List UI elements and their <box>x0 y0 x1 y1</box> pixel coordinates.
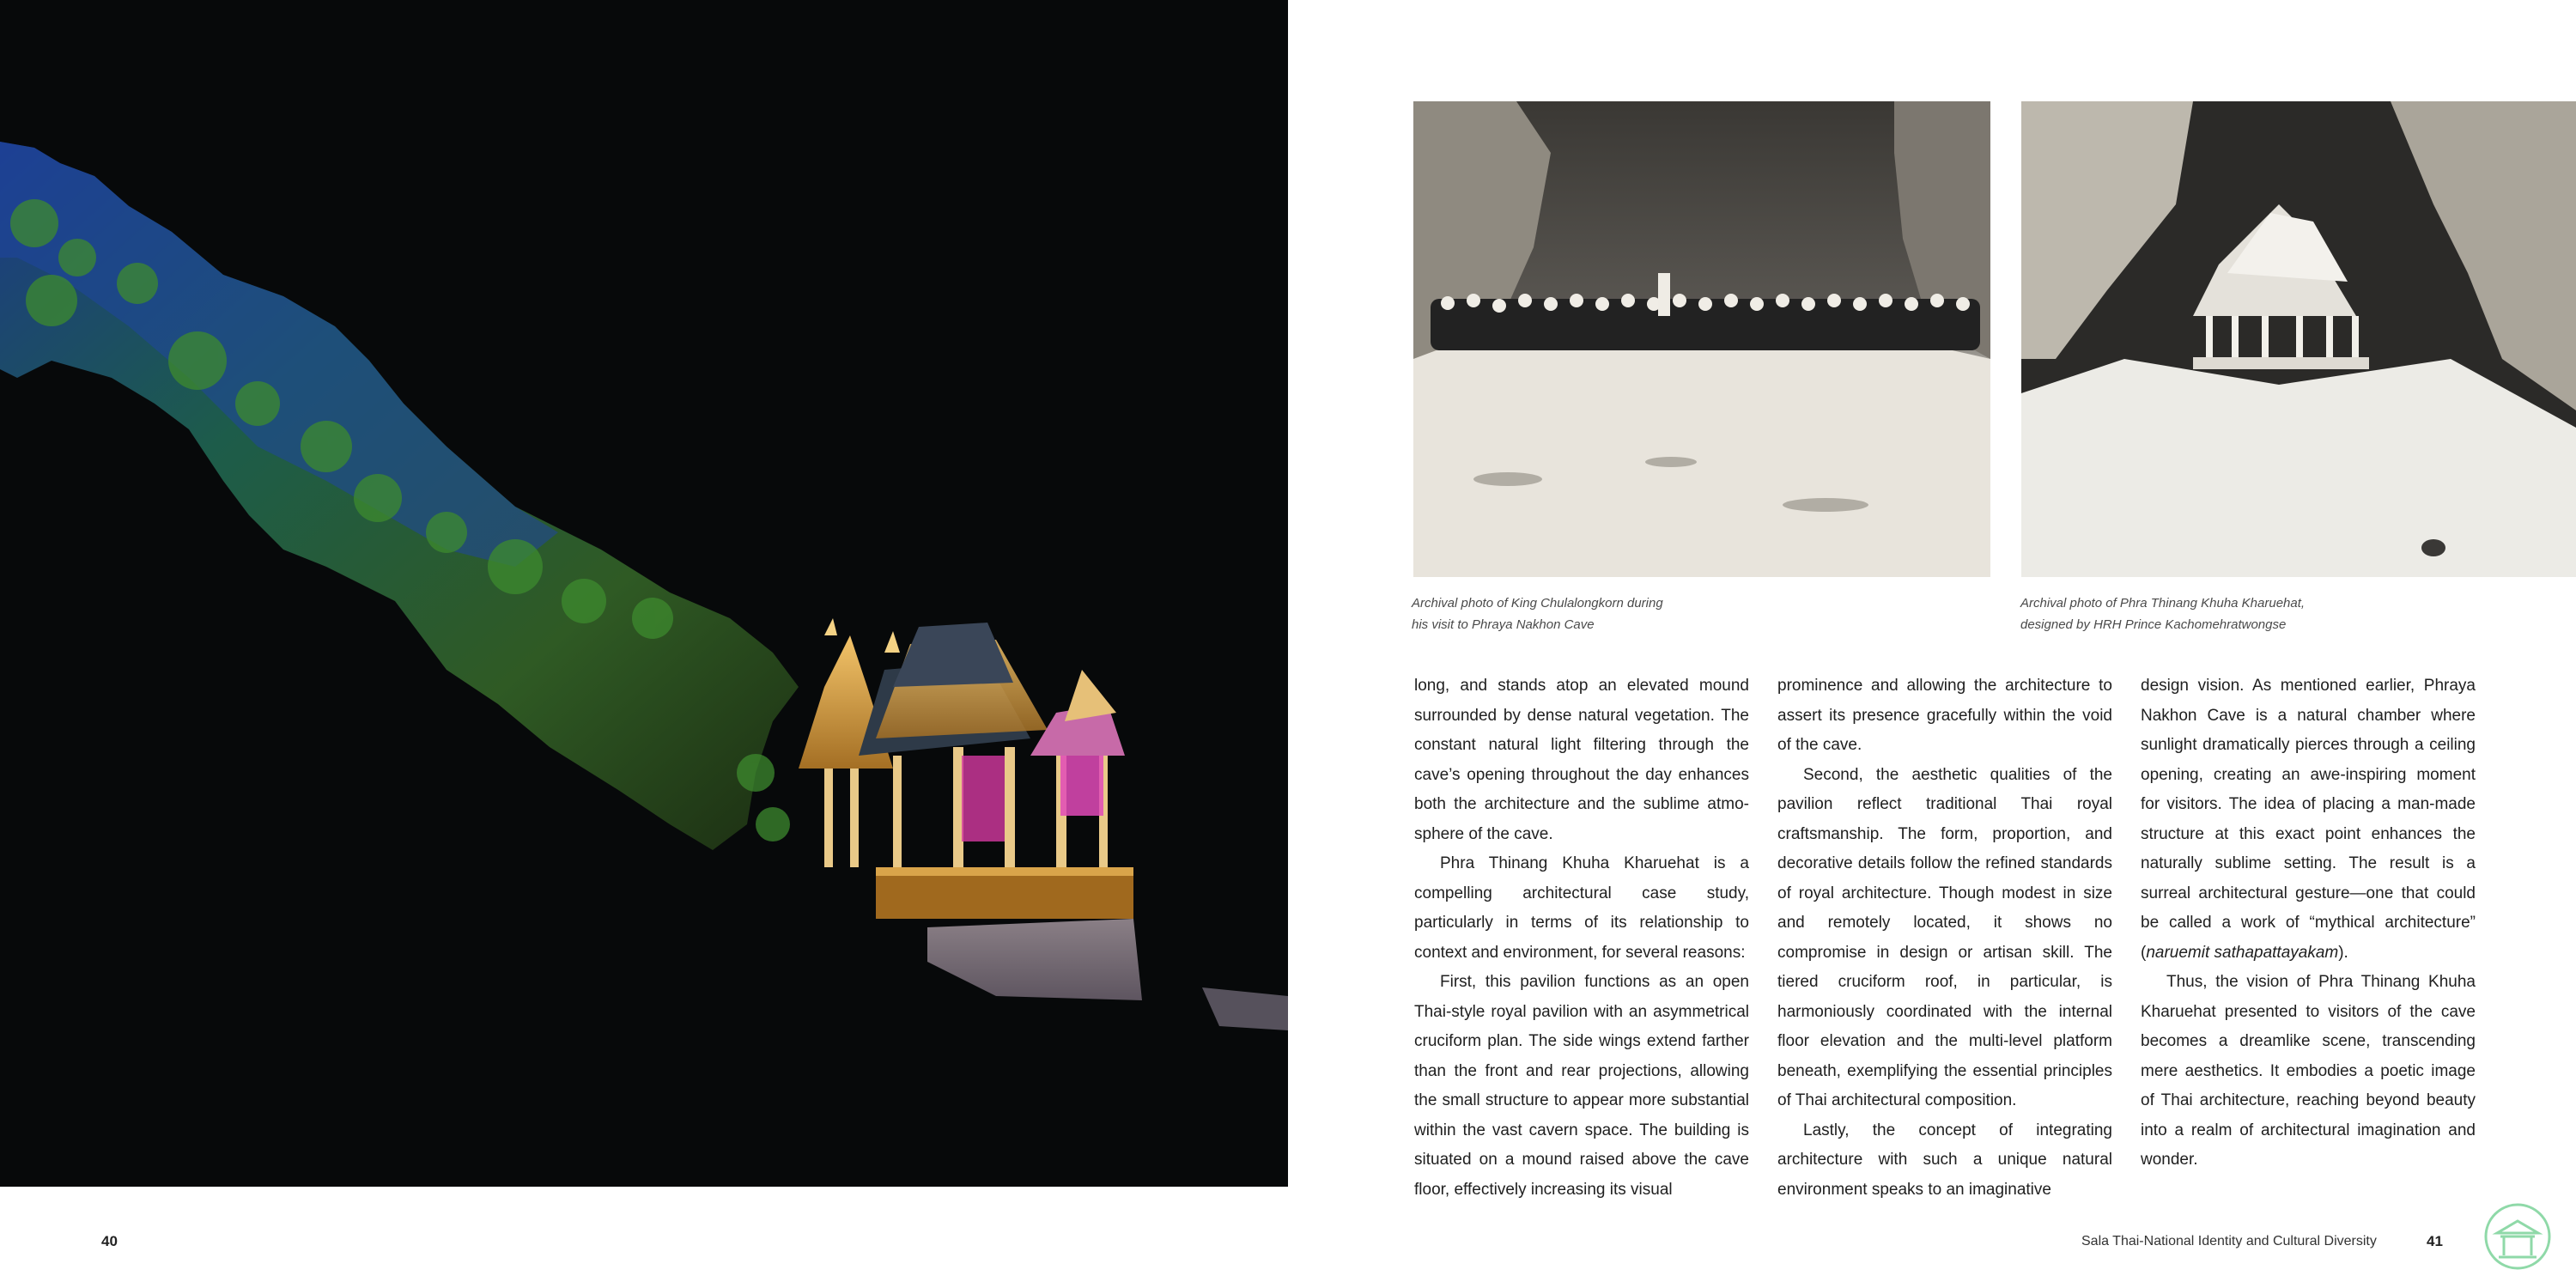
caption-line: designed by HRH Prince Kachomehratwongse <box>2020 617 2287 632</box>
archival-pavilion-caption <box>2020 592 2305 635</box>
paragraph-text-end: ). <box>2338 943 2348 962</box>
body-paragraph: Thus, the vision of Phra Thinang Khuha Kharuehat presented to visitors of the cave becomes a dreamlike scene, transcending mere aesthetics. It embodies a poetic image of Thai architecture, reaching beyond beauty into a realm of architectural imagination and wonder. <box>2141 973 2476 1169</box>
body-paragraph: First, this pavilion functions as an open Thai-style royal pavilion with an asymmetrical cruciform plan. The side wings extend farther than the front and rear projections, allowing the small structure to appear more substantial within the vast cavern space. The building is situated on a mound raised above the cave floor, effectively increasing its visual <box>1414 973 1749 1199</box>
body-paragraph: long, and stands atop an elevated mound surrounded by dense natural vegetation. The constant natural light filtering through the cave’s opening throughout the day enhances both the architecture and the sublime atmo-sphere of the cave. <box>1414 677 1749 843</box>
caption-line: Archival photo of Phra Thinang Khuha Kharuehat, <box>2020 596 2306 611</box>
archival-crowd-caption <box>1412 592 1663 635</box>
body-paragraph: Lastly, the concept of integrating architecture with such a unique natural environment speaks to an imaginative <box>1777 1121 2112 1199</box>
body-paragraph: prominence and allowing the architecture to assert its presence gracefully within the void of the cave. <box>1777 677 2112 754</box>
body-column-1 <box>1414 671 1749 1205</box>
caption-line: his visit to Phraya Nakhon Cave <box>1412 617 1595 632</box>
caption-line: Archival photo of King Chulalongkorn during <box>1412 596 1663 611</box>
archival-pavilion-photo <box>2021 101 2576 577</box>
running-title: Sala Thai-National Identity and Cultural Diversity <box>2081 1234 2377 1249</box>
body-paragraph: Second, the aesthetic qualities of the pavilion reflect traditional Thai royal craftsmanship. The form, proportion, and decorative details follow the refined standards of royal architecture. Though modest in size and remotely located, it shows no compromise in design or artisan skill. The tiered cruciform roof, in particular, is harmoniously coordinated with the internal floor elevation and the multi-level platform beneath, exemplifying the essential principles of Thai architectural composition. <box>1777 765 2112 1109</box>
page-number-left: 40 <box>101 1233 118 1249</box>
sala-pavilion-emblem-icon <box>2483 1202 2552 1271</box>
body-column-3 <box>2141 671 2476 1176</box>
body-column-2 <box>1777 671 2112 1205</box>
archival-crowd-photo <box>1413 101 1990 577</box>
thai-term: naruemit sathapattayakam <box>2146 943 2339 962</box>
paragraph-text: design vision. As mentioned earlier, Phraya Nakhon Cave is a natural chamber where sunlight dramatically pierces through a ceiling opening, creating an awe-inspiring moment for visitors. The idea of placing a man-made structure at this exact point enhances the naturally sublime setting. The result is a surreal architectural gesture—one that could be called a work of “mythical architecture” ( <box>2141 677 2476 962</box>
cave-pavilion-photo <box>0 0 1288 1187</box>
body-paragraph: Phra Thinang Khuha Kharuehat is a compelling architectural case study, particularly in terms of its relationship to context and environment, for several reasons: <box>1414 854 1749 962</box>
body-paragraph <box>2141 671 2476 968</box>
page-number-right: 41 <box>2427 1233 2443 1249</box>
